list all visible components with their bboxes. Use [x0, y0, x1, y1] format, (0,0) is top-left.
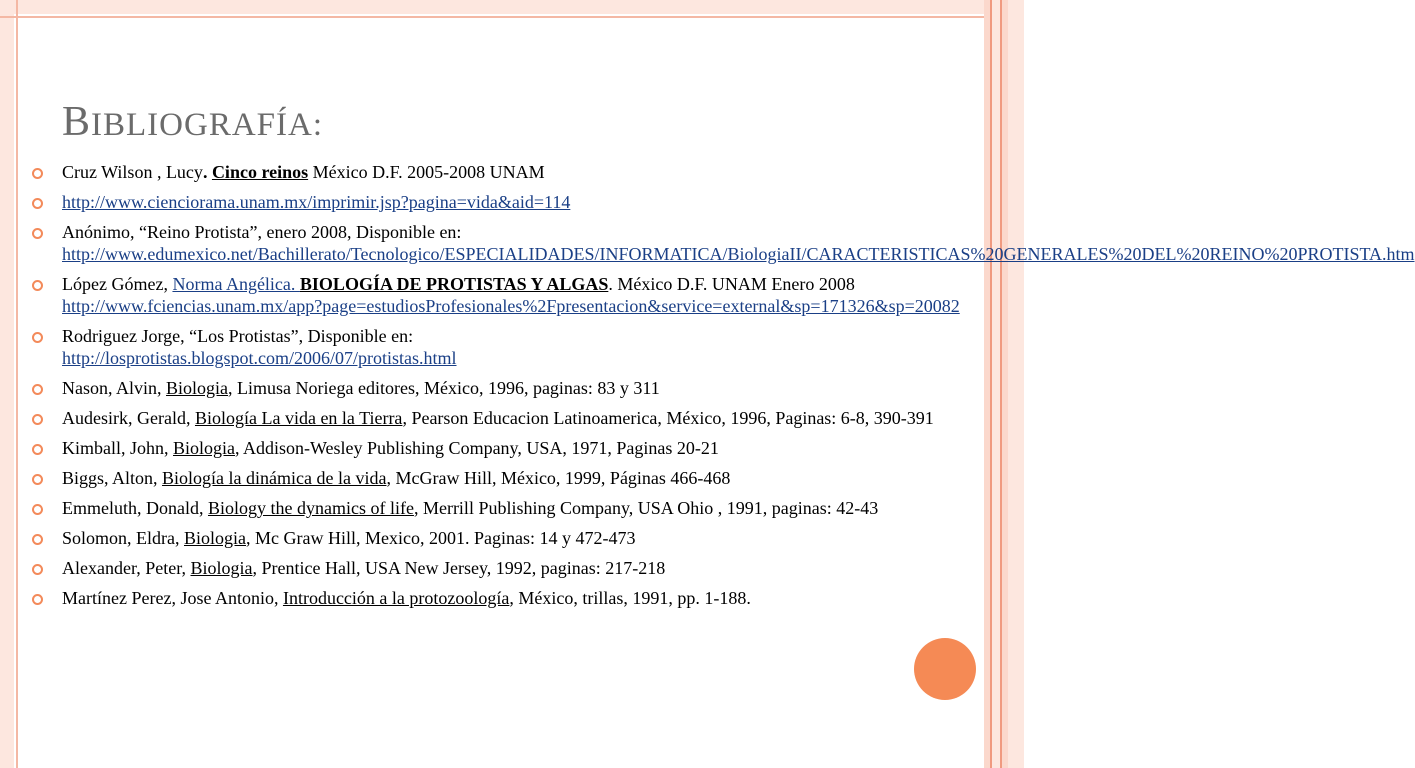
stripe	[1008, 0, 1024, 768]
text: , Limusa Noriega editores, México, 1996, paginas: 83 y 311	[228, 378, 660, 398]
page-title	[62, 98, 323, 146]
reference-link[interactable]: http://www.edumexico.net/Bachillerato/Tecnologico/ESPECIALIDADES/INFORMATICA/BiologiaII/CARACTERISTICAS%20GENERALES%20DEL%20REINO%20PROTISTA.htm	[62, 244, 1415, 264]
author-link[interactable]: Norma Angélica.	[172, 274, 300, 294]
text: Rodriguez Jorge, “Los Protistas”, Disponible en:	[62, 326, 414, 346]
author: Martínez Perez, Jose Antonio,	[62, 588, 283, 608]
text: , Mc Graw Hill, Mexico, 2001. Paginas: 14 y 472-473	[246, 528, 636, 548]
list-item	[0, 161, 990, 183]
bullet-icon	[32, 414, 43, 425]
frame-top	[0, 0, 1024, 14]
author: Nason, Alvin,	[62, 378, 167, 398]
author: Solomon, Eldra,	[62, 528, 184, 548]
bibliography-list	[0, 161, 1415, 617]
list-item	[0, 407, 990, 429]
list-item	[0, 527, 990, 549]
book-title: Biología la dinámica de la vida	[162, 468, 387, 488]
book-title: Biology the dynamics of life	[207, 498, 414, 518]
list-item	[0, 557, 990, 579]
book-title: BIOLOGÍA DE PROTISTAS Y ALGAS	[299, 274, 609, 294]
bullet-icon	[32, 594, 43, 605]
book-title: Biología La vida en la Tierra	[194, 408, 403, 428]
author: Audesirk, Gerald,	[62, 408, 195, 428]
text: , Merrill Publishing Company, USA Ohio , 1991, paginas: 42-43	[413, 498, 879, 518]
text: , McGraw Hill, México, 1999, Páginas 466-468	[386, 468, 731, 488]
book-title: Biologia	[184, 528, 246, 548]
list-item	[0, 467, 990, 489]
reference-link[interactable]: http://losprotistas.blogspot.com/2006/07/protistas.html	[62, 348, 457, 368]
text: Anónimo, “Reino Protista”, enero 2008, Disponible en:	[62, 222, 462, 242]
right-stripes	[984, 0, 1024, 768]
bullet-icon	[32, 534, 43, 545]
list-item	[0, 221, 1415, 265]
text: México D.F. 2005-2008 UNAM	[308, 162, 545, 182]
bullet-icon	[32, 444, 43, 455]
list-item	[0, 191, 990, 213]
text: , Addison-Wesley Publishing Company, USA, 1971, Paginas 20-21	[235, 438, 719, 458]
bullet-icon	[32, 168, 43, 179]
text: , Pearson Educacion Latinoamerica, México, 1996, Paginas: 6-8, 390-391	[402, 408, 934, 428]
book-title: Biologia	[190, 558, 253, 578]
list-item	[0, 437, 990, 459]
list-item	[0, 497, 990, 519]
book-title: Cinco reinos	[211, 162, 309, 182]
list-item	[0, 325, 990, 369]
bullet-icon	[32, 198, 43, 209]
bullet-icon	[32, 504, 43, 515]
orange-circle-decoration	[914, 638, 976, 700]
text: .	[202, 162, 212, 182]
text: . México D.F. UNAM Enero 2008	[608, 274, 855, 294]
frame-line-top	[0, 16, 1024, 18]
title-initial: B	[62, 99, 92, 145]
book-title: Biologia	[166, 378, 229, 398]
title-rest: IBLIOGRAFÍA:	[91, 107, 324, 143]
bullet-icon	[32, 228, 43, 239]
list-item	[0, 587, 990, 609]
author: Kimball, John,	[62, 438, 173, 458]
bullet-icon	[32, 332, 43, 343]
author: Alexander, Peter,	[62, 558, 191, 578]
text: , México, trillas, 1991, pp. 1-188.	[509, 588, 751, 608]
stripe	[992, 0, 1000, 768]
list-item	[0, 377, 990, 399]
reference-link[interactable]: http://www.fciencias.unam.mx/app?page=estudiosProfesionales%2Fpresentacion&service=external&sp=171326&sp=20082	[62, 296, 960, 316]
reference-link[interactable]: http://www.cienciorama.unam.mx/imprimir.jsp?pagina=vida&aid=114	[62, 192, 571, 212]
bullet-icon	[32, 474, 43, 485]
book-title: Introducción a la protozoología	[282, 588, 510, 608]
author: Cruz Wilson , Lucy	[62, 162, 203, 182]
bullet-icon	[32, 280, 43, 291]
book-title: Biologia	[173, 438, 235, 458]
text: , Prentice Hall, USA New Jersey, 1992, paginas: 217-218	[252, 558, 666, 578]
bullet-icon	[32, 384, 43, 395]
author: López Gómez,	[62, 274, 173, 294]
list-item	[0, 273, 990, 317]
author: Emmeluth, Donald,	[62, 498, 208, 518]
bullet-icon	[32, 564, 43, 575]
author: Biggs, Alton,	[62, 468, 163, 488]
